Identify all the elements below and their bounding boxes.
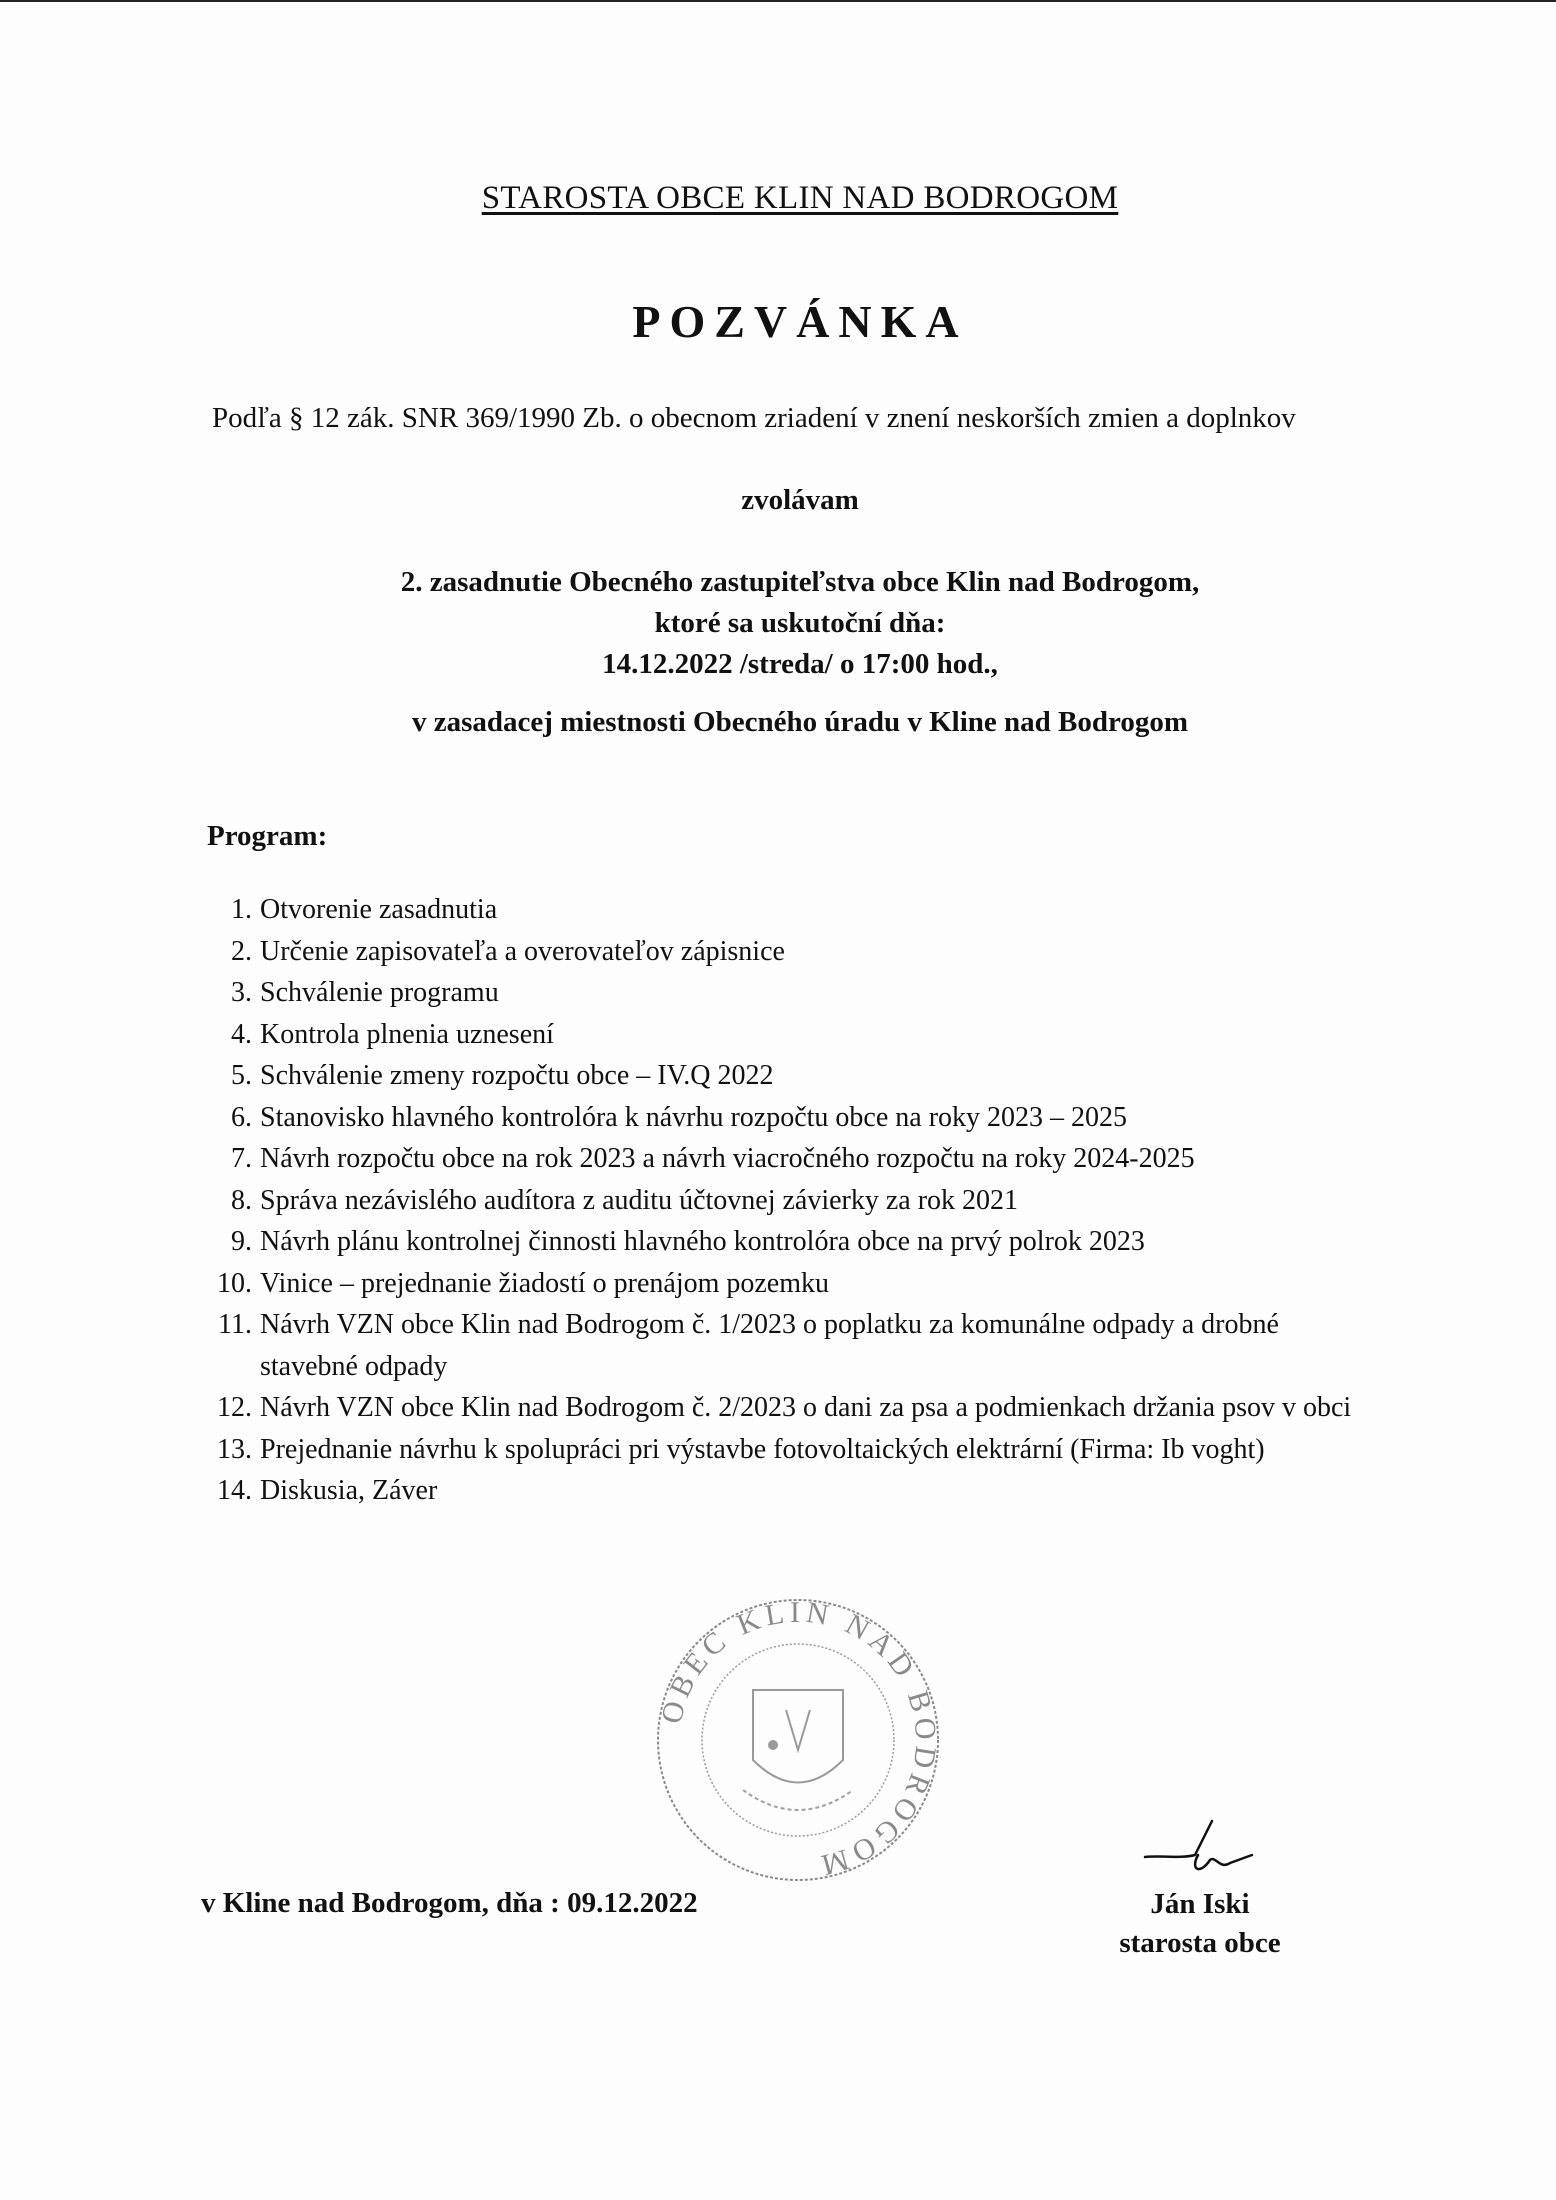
agenda-item: 5. Schválenie zmeny rozpočtu obce – IV.Q 2022 [231,1060,774,1091]
meeting-line-1: 2. zasadnutie Obecného zastupiteľstva obce Klin nad Bodrogom, [400,566,1200,598]
agenda-item: 1. Otvorenie zasadnutia [231,894,498,925]
signer-name: Ján Iski [1150,1888,1250,1920]
program-label: Program: [207,820,328,852]
agenda-list [207,889,1457,1512]
document-title: POZVÁNKA [632,296,968,347]
issuer-heading: STAROSTA OBCE KLIN NAD BODROGOM [481,180,1119,216]
meeting-venue: v zasadacej miestnosti Obecného úradu v Kline nad Bodrogom [411,706,1189,738]
agenda-item: 10. Vinice – prejednanie žiadostí o prenájom pozemku [217,1267,830,1299]
legal-basis-text: Podľa § 12 zák. SNR 369/1990 Zb. o obecnom zriadení v znení neskorších zmien a doplnkov [212,402,1296,434]
handwritten-signature [1140,1815,1260,1885]
svg-text:OBEC KLIN NAD BODROGOM: OBEC KLIN NAD BODROGOM [654,1595,943,1883]
municipal-seal-stamp [648,1590,948,1890]
agenda-item: 13. Prejednanie návrhu k spolupráci pri výstavbe fotovoltaických elektrární (Firma: Ib voght) [217,1433,1265,1465]
scan-edge-line [0,0,1556,2]
agenda-item: 3. Schválenie programu [231,977,499,1008]
signer-role: starosta obce [1119,1927,1281,1959]
place-and-date: v Kline nad Bodrogom, dňa : 09.12.2022 [201,1887,698,1919]
meeting-details [0,562,1556,685]
agenda-item: 9. Návrh plánu kontrolnej činnosti hlavného kontrolóra obce na prvý polrok 2023 [231,1226,1145,1257]
agenda-item: 4. Kontrola plnenia uznesení [231,1018,554,1050]
convene-text: zvolávam [741,484,859,516]
agenda-item: 7. Návrh rozpočtu obce na rok 2023 a návrh viacročného rozpočtu na roky 2024-2025 [231,1143,1195,1174]
agenda-item: 2. Určenie zapisovateľa a overovateľov zápisnice [231,935,785,967]
agenda-item: 14. Diskusia, Záver [217,1475,438,1506]
agenda-item: 11. Návrh VZN obce Klin nad Bodrogom č. 1/2023 o poplatku za komunálne odpady a drobné stavebné odpady [218,1309,1279,1382]
agenda-item: 12. Návrh VZN obce Klin nad Bodrogom č. 2/2023 o dani za psa a podmienkach držania psov v obci [217,1392,1352,1423]
agenda-item: 8. Správa nezávislého audítora z auditu účtovnej závierky za rok 2021 [231,1184,1019,1216]
agenda-item: 6. Stanovisko hlavného kontrolóra k návrhu rozpočtu obce na roky 2023 – 2025 [231,1101,1128,1133]
meeting-date-time: 14.12.2022 /streda/ o 17:00 hod., [602,648,998,680]
meeting-line-2: ktoré sa uskutoční dňa: [654,607,946,639]
